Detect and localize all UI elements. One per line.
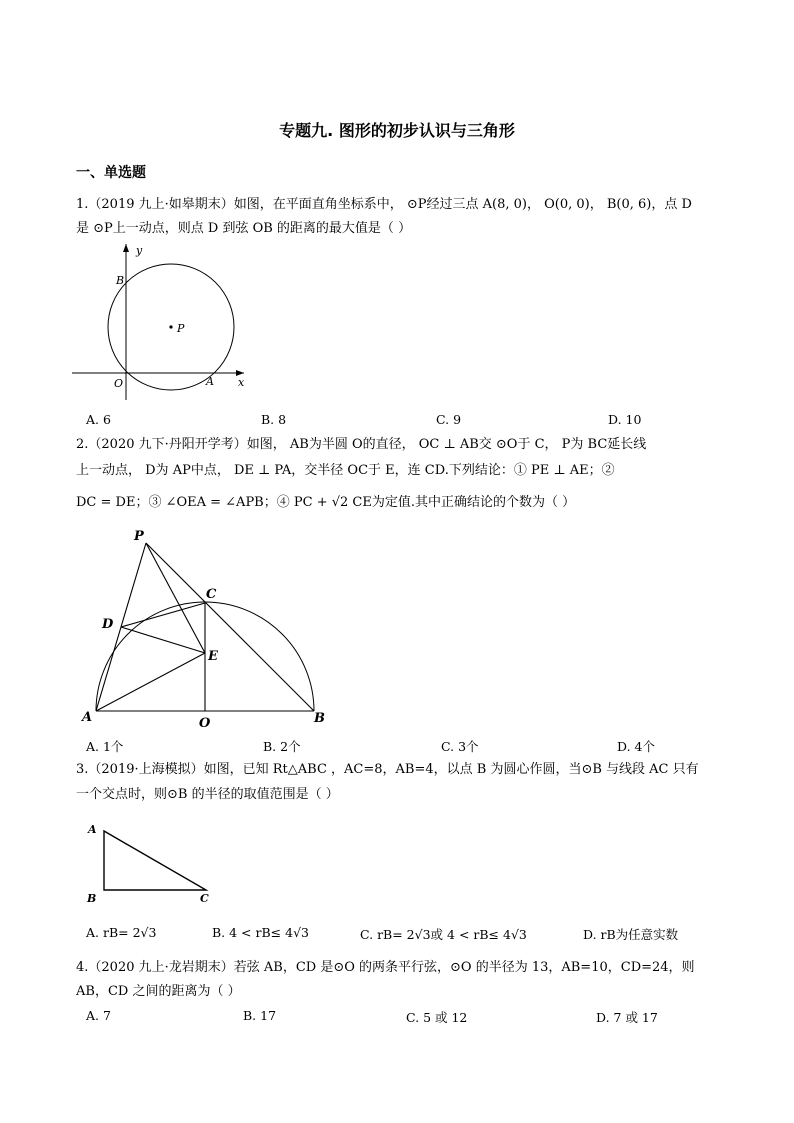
q3-text-line2: 一个交点时，则⊙B 的半径的取值范围是（ ） [76, 787, 339, 802]
q3-label-C: C [200, 892, 209, 905]
q2-label-B: B [314, 711, 325, 726]
q2-label-D: D [102, 617, 114, 632]
q1-label-P: P [177, 322, 185, 335]
q3-option-b: B. 4 < rB≤ 4√3 [212, 925, 309, 940]
q4-option-c: C. 5 或 12 [406, 1010, 468, 1025]
q4-option-a: A. 7 [86, 1008, 111, 1023]
q2-option-b: B. 2个 [263, 739, 301, 754]
q1-text-line2: 是 ⊙P上一动点，则点 D 到弦 OB 的距离的最大值是（ ） [76, 221, 412, 236]
q1-option-d: D. 10 [608, 412, 642, 427]
q2-label-P: P [134, 529, 144, 544]
q3-option-d: D. rB为任意实数 [583, 927, 679, 942]
q3-option-c: C. rB= 2√3或 4 < rB≤ 4√3 [360, 927, 527, 942]
q1-option-c: C. 9 [436, 412, 462, 427]
q2-option-a: A. 1个 [86, 739, 124, 754]
q2-label-O: O [199, 716, 211, 731]
q3-option-a: A. rB= 2√3 [86, 925, 157, 940]
q1-label-y: y [136, 244, 143, 257]
q2-text-line2: 上一动点， D为 AP中点， DE ⊥ PA，交半径 OC于 E，连 CD.下列结论：① PE ⊥ AE；② [76, 463, 615, 478]
q1-figure [72, 240, 252, 400]
q1-label-A: A [206, 375, 214, 388]
section-heading: 一、单选题 [76, 165, 146, 181]
q2-label-E: E [208, 649, 218, 664]
q2-figure [74, 524, 344, 734]
q2-label-A: A [82, 710, 93, 725]
q1-text-line1: 1.（2019 九上·如皋期末）如图，在平面直角坐标系中， ⊙P经过三点 A(8, 0)， O(0, 0)， B(0, 6)，点 D [76, 197, 692, 212]
q2-text-line1: 2.（2020 九下·丹阳开学考）如图， AB为半圆 O的直径， OC ⊥ AB交 ⊙O于 C， P为 BC延长线 [76, 437, 647, 452]
q1-option-b: B. 8 [261, 412, 287, 427]
q4-text-line2: AB，CD 之间的距离为（ ） [76, 984, 241, 999]
q4-text-line1: 4.（2020 九上·龙岩期末）若弦 AB，CD 是⊙O 的两条平行弦，⊙O 的半径为 13，AB=10，CD=24，则 [76, 960, 695, 975]
q2-label-C: C [206, 587, 217, 602]
q4-option-d: D. 7 或 17 [596, 1010, 658, 1025]
q3-label-A: A [88, 823, 97, 836]
q3-text-line1: 3.（2019·上海模拟）如图，已知 Rt△ABC ，AC=8，AB=4，以点 B 为圆心作圆，当⊙B 与线段 AC 只有 [76, 762, 699, 777]
q1-label-B: B [116, 274, 125, 287]
q3-label-B: B [87, 892, 97, 905]
q4-option-b: B. 17 [243, 1008, 277, 1023]
q2-text-line3: DC = DE；③ ∠OEA = ∠APB；④ PC + √2 CE为定值.其中正确结论的个数为（ ） [76, 495, 576, 510]
q2-option-d: D. 4个 [617, 739, 655, 754]
q2-option-c: C. 3个 [441, 739, 479, 754]
page-title: 专题九. 图形的初步认识与三角形 [279, 121, 515, 140]
q1-option-a: A. 6 [86, 412, 111, 427]
q1-label-x: x [238, 376, 245, 389]
q3-figure [84, 820, 224, 910]
q1-label-O: O [114, 377, 124, 390]
